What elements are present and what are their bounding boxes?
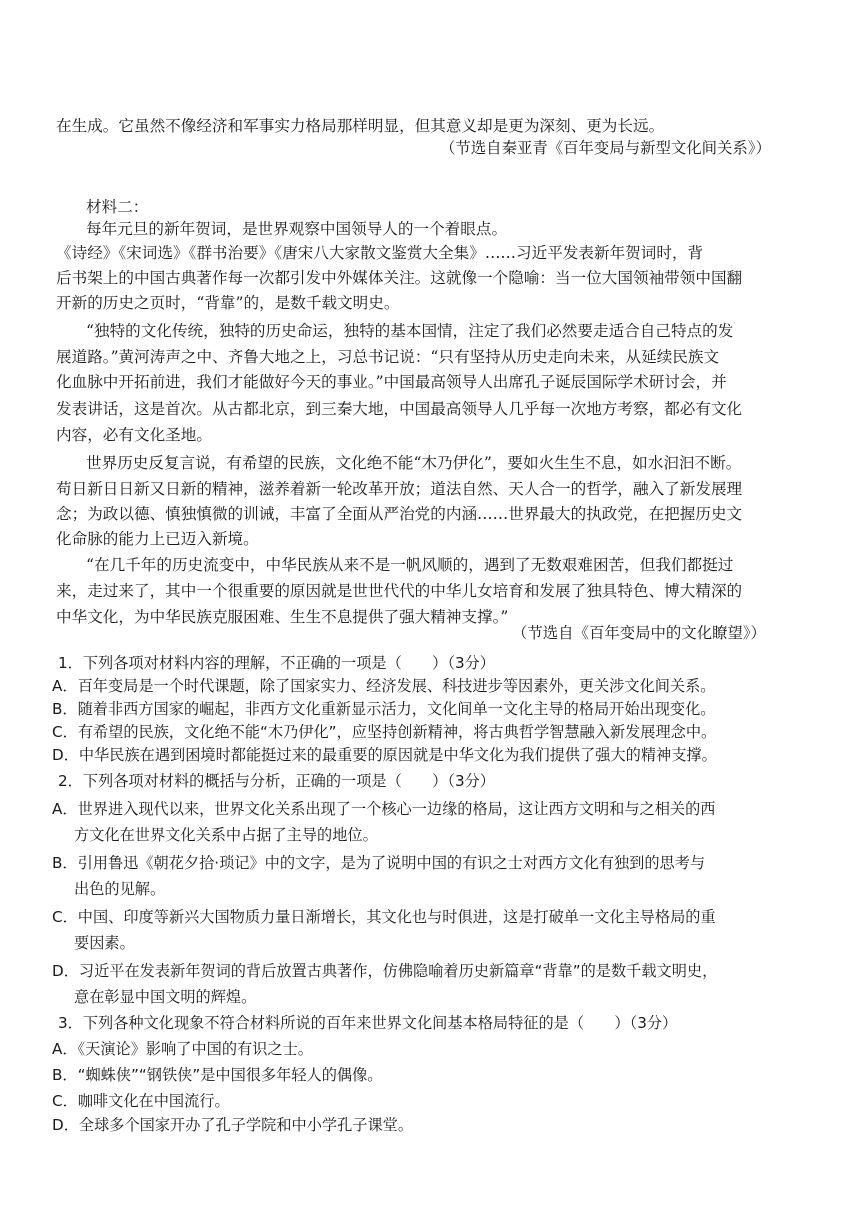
option-c[interactable]: C．中国、印度等新兴大国物质力量日渐增长，其文化也与时俱进，这是打破单一文化主导格局的重 [52,908,716,926]
option-c-continued[interactable]: 要因素。 [74,934,135,952]
passage-line: 每年元旦的新年贺词，是世界观察中国领导人的一个着眼点。 [86,220,508,238]
question-stem: 2．下列各项对材料的概括与分析，正确的一项是（ ）（3分） [58,772,495,790]
option-a-continued[interactable]: 方文化在世界文化关系中占据了主导的地位。 [74,826,378,844]
source-citation: （节选自秦亚青《百年变局与新型文化间关系》） [440,139,771,157]
option-c[interactable]: C．咖啡文化在中国流行。 [52,1092,230,1110]
option-d[interactable]: D．习近平在发表新年贺词的背后放置古典著作，仿佛隐喻着历史新篇章“背靠”的是数千载文明史， [52,962,718,980]
passage-line: 内容，必有文化圣地。 [56,426,212,444]
option-a[interactable]: A．世界进入现代以来，世界文化关系出现了一个核心一边缘的格局，这让西方文明和与之相关的西 [52,800,716,818]
option-d-continued[interactable]: 意在彰显中国文明的辉煌。 [74,988,257,1006]
passage-line: 发表讲话，这是首次。从古都北京，到三秦大地，中国最高领导人几乎每一次地方考察，都必有文化 [56,400,743,418]
option-b-continued[interactable]: 出色的见解。 [74,880,166,898]
option-a[interactable]: A．《天演论》影响了中国的有识之士。 [52,1040,313,1058]
option-b[interactable]: B．“蜘蛛侠”“钢铁侠”是中国很多年轻人的偶像。 [52,1066,383,1084]
passage-line: 在生成。它虽然不像经济和军事实力格局那样明显，但其意义却是更为深刻、更为长远。 [56,117,665,135]
option-b[interactable]: B．随着非西方国家的崛起，非西方文化重新显示活力，文化间单一文化主导的格局开始出现变化。 [52,700,716,718]
passage-line: “在几千年的历史流变中，中华民族从来不是一帆风顺的，遇到了无数艰难困苦，但我们都挺过 [86,556,734,574]
passage-line: 来，走过来了，其中一个很重要的原因就是世世代代的中华儿女培育和发展了独具特色、博大精深的 [56,582,743,600]
passage-line: 中华文化，为中华民族克服困难、生生不息提供了强大精神支撑。” [56,608,509,626]
passage-line: 开新的历史之页时，“背靠”的，是数千载文明史。 [56,294,400,312]
question-stem: 1．下列各项对材料内容的理解，不正确的一项是（ ）（3分） [58,654,495,672]
passage-line: 世界历史反复言说，有希望的民族，文化绝不能“木乃伊化”，要如火生生不息，如水汩汩不断。 [86,454,742,472]
option-c[interactable]: C．有希望的民族，文化绝不能“木乃伊化”，应坚持创新精神，将古典哲学智慧融入新发展理念中。 [52,723,717,741]
question-stem: 3．下列各种文化现象不符合材料所说的百年来世界文化间基本格局特征的是（ ）（3分） [58,1014,678,1032]
passage-line: 念；为政以德、慎独慎微的训诫，丰富了全面从严治党的内涵……世界最大的执政党，在把握历史文 [56,505,743,523]
passage-line: 后书架上的中国古典著作每一次都引发中外媒体关注。这就像一个隐喻：当一位大国领袖带领中国翻 [56,269,743,287]
passage-line: 苟日新日日新又日新的精神，滋养着新一轮改革开放；道法自然、天人合一的哲学，融入了新发展理 [56,480,743,498]
passage-line: 化命脉的能力上已迈入新境。 [56,530,259,548]
source-citation: （节选自《百年变局中的文化瞭望》） [512,624,766,642]
passage-line: 展道路。”黄河涛声之中、齐鲁大地之上，习总书记说：“只有坚持从历史走向未来，从延续民族文 [56,348,720,366]
option-a[interactable]: A．百年变局是一个时代课题，除了国家实力、经济发展、科技进步等因素外，更关涉文化间关系。 [52,677,716,695]
passage-line: “独特的文化传统，独特的历史命运，独特的基本国情，注定了我们必然要走适合自己特点的发 [86,322,734,340]
passage-line: 化血脉中开拓前进，我们才能做好今天的事业。”中国最高领导人出席孔子诞辰国际学术研讨会，并 [56,373,727,391]
option-d[interactable]: D．全球多个国家开办了孔子学院和中小学孔子课堂。 [52,1116,414,1134]
passage-line: 《诗经》《宋词选》《群书治要》《唐宋八大家散文鉴赏大全集》……习近平发表新年贺词时，背 [56,244,704,262]
material-heading: 材料二： [86,198,149,216]
option-b[interactable]: B．引用鲁迅《朝花夕拾·琐记》中的文字，是为了说明中国的有识之士对西方文化有独到的思考与 [52,854,706,872]
option-d[interactable]: D．中华民族在遇到困境时都能挺过来的最重要的原因就是中华文化为我们提供了强大的精神支撑。 [52,746,717,764]
